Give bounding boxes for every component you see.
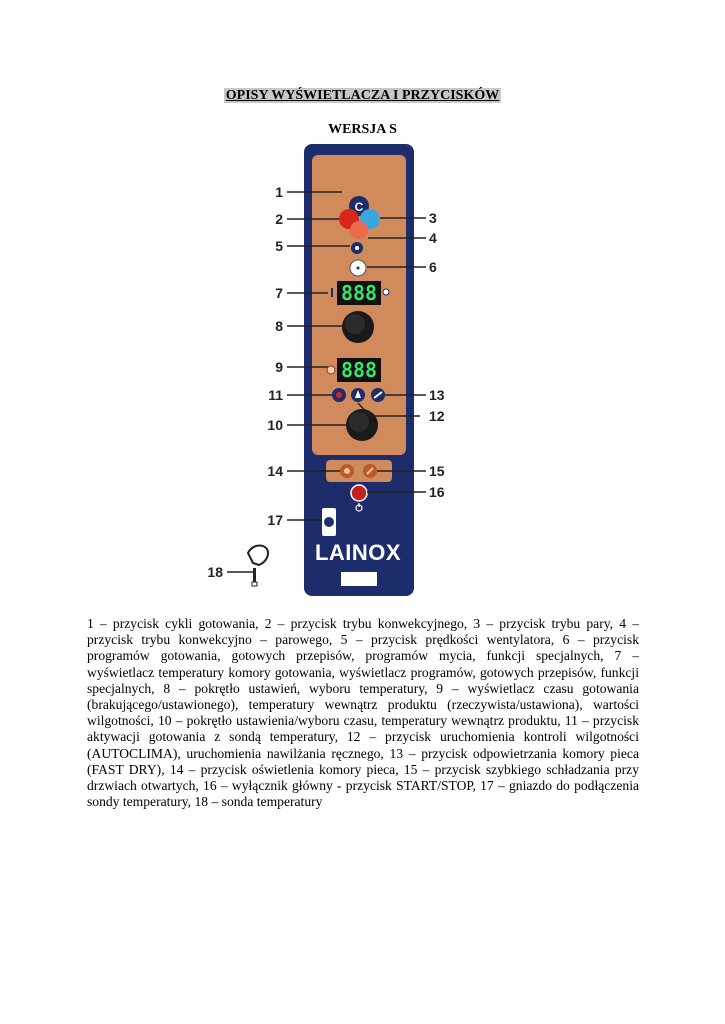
callout-2: 2 [275, 211, 283, 227]
svg-text:C: C [354, 200, 364, 214]
light-icon[interactable] [340, 464, 354, 478]
legend-description: 1 – przycisk cykli gotowania, 2 – przycisk trybu konwekcyjnego, 3 – przycisk trybu pary, 4 – przycisk trybu konwekcyjno – parowego, 5 – przycisk prędkości wentylatora, 6 – przycisk programów gotowania, gotowych przepisów, programów mycia, funkcji specjalnych, 7 – wyświetlacz temperatury komory gotowania, wyświetlacz programów, gotowych przepisów, funkcji specjalnych, 8 – pokrętło ustawień, wyboru temperatury, 9 – wyświetlacz czasu gotowania (brakującego/ustawionego), temperatury wewnątrz produktu (rzeczywista/ustawiona), wartości wilgotności, 10 – pokrętło ustawienia/wyboru czasu, temperatury wewnątrz produktu, 11 – przycisk aktywacji gotowania z sondą temperatury, 12 – przycisk uruchomienia kontroli wilgotności (AUTOCLIMA), uruchomienia nawilżania ręcznego, 13 – przycisk odpowietrzania komory pieca (FAST DRY), 14 – przycisk oświetlenia komory pieca, 15 – przycisk szybkiego schładzania przy drzwiach otwartych, 16 – wyłącznik główny - przycisk START/STOP, 17 – gniazdo do podłączenia sondy temperatury, 18 – sonda temperatury [87, 616, 639, 810]
time-display-value: 888 [340, 358, 378, 382]
callout-4: 4 [429, 230, 437, 246]
temperature-display-value: 888 [340, 281, 378, 305]
fast-dry-icon[interactable] [371, 388, 385, 402]
callout-5: 5 [275, 238, 283, 254]
callout-9: 9 [275, 359, 283, 375]
callout-15: 15 [429, 463, 445, 479]
programs-icon[interactable] [350, 260, 366, 276]
callout-10: 10 [267, 417, 283, 433]
cooling-icon[interactable] [363, 464, 377, 478]
start-stop-button[interactable] [351, 485, 367, 501]
callout-13: 13 [429, 387, 445, 403]
callout-17: 17 [267, 512, 283, 528]
temperature-probe-icon [248, 546, 268, 586]
time-icon [327, 366, 335, 374]
probe-icon [383, 289, 389, 295]
callout-1: 1 [275, 184, 283, 200]
callout-7: 7 [275, 285, 283, 301]
probe-cooking-button[interactable] [332, 388, 346, 402]
callout-12: 12 [429, 408, 445, 424]
combi-icon[interactable] [350, 221, 368, 239]
callout-6: 6 [429, 259, 437, 275]
callout-8: 8 [275, 318, 283, 334]
callout-3: 3 [429, 210, 437, 226]
callout-18: 18 [207, 564, 223, 580]
page-heading: OPISY WYŚWIETLACZA I PRZYCISKÓW [225, 88, 500, 103]
thermometer-icon [331, 288, 333, 297]
callout-14: 14 [267, 463, 283, 479]
humidity-icon[interactable] [351, 388, 365, 402]
temperature-knob[interactable] [342, 311, 374, 343]
time-knob[interactable] [346, 409, 378, 441]
brand-logo: LAINOX [314, 540, 402, 565]
fan-speed-icon[interactable] [351, 242, 363, 254]
probe-socket-icon [322, 508, 336, 536]
panel-label-plate [341, 572, 377, 586]
callout-11: 11 [268, 387, 283, 403]
callout-16: 16 [429, 484, 445, 500]
version-subheading: WERSJA S [328, 122, 397, 137]
